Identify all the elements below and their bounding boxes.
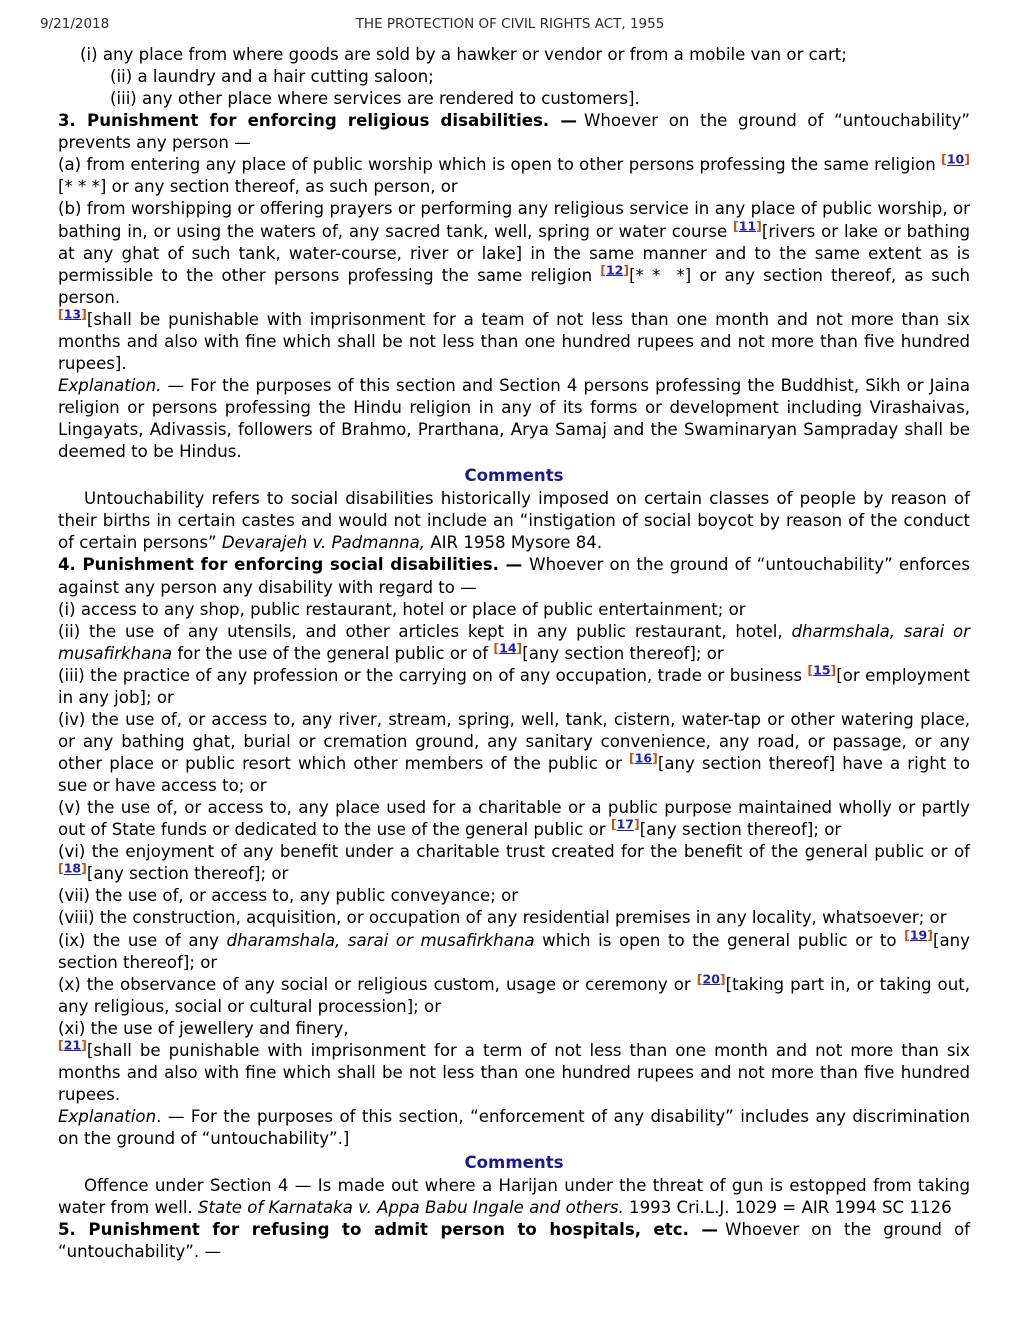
footnote-ref-11[interactable]: [11] xyxy=(733,217,762,233)
section-4-item-viii: (viii) the construction, acquisition, or occupation of any residential premises in any locality, whatsoever; or xyxy=(58,908,947,928)
footnote-ref-16[interactable]: [16] xyxy=(629,750,658,766)
footnote-ref-21-number[interactable]: 21 xyxy=(63,1037,82,1053)
item-v-post: [any section thereof]; or xyxy=(639,820,842,840)
item-ix-pre: (ix) the use of any xyxy=(58,930,219,950)
item-iii-pre: (iii) the practice of any profession or the carrying on of any occupation, trade or business xyxy=(58,665,803,685)
list-item-ii-laundry: (ii) a laundry and a hair cutting saloon; xyxy=(110,67,434,87)
section-5-heading-paragraph xyxy=(58,1219,970,1263)
item-iii-post: [or employment in any job]; or xyxy=(58,665,970,707)
header-title: THE PROTECTION OF CIVIL RIGHTS ACT, 1955 xyxy=(355,16,665,32)
footnote-ref-20[interactable]: [20] xyxy=(696,971,726,987)
footnote-ref-19-number[interactable]: 19 xyxy=(909,926,928,942)
comments-1-pre: Untouchability refers to social disabilities historically imposed on certain classes of people by reason of their births in certain castes and would not include an “instigation of social boycot by reason of the conduct of certain persons” xyxy=(58,489,970,553)
item-ix-post: [any section thereof]; or xyxy=(58,930,970,972)
item-ii-mid: for the use of the general public or of xyxy=(177,643,489,663)
section-4-penalty-text: [shall be punishable with imprisonment for a term of not less than one month and not more than six months and also with fine which shall be not less than one hundred rupees and not more than five hundred rupees. xyxy=(58,1040,970,1104)
section-5-lead: Whoever on the ground of “untouchability”. — xyxy=(58,1220,970,1262)
section-3-title: 3. Punishment for enforcing religious disabilities. — xyxy=(58,111,577,131)
footnote-ref-14[interactable]: [14] xyxy=(493,640,523,656)
item-ii-pre: (ii) the use of any utensils, and other articles kept in any public restaurant, hotel, xyxy=(58,621,783,641)
footnote-ref-21[interactable]: [21] xyxy=(58,1037,87,1053)
footnote-ref-18[interactable]: [18] xyxy=(58,860,87,876)
footnote-ref-12-number[interactable]: 12 xyxy=(605,262,624,278)
comments-1-case-citation: Devarajeh v. Padmanna, xyxy=(221,533,426,553)
section-5-title: 5. Punishment for refusing to admit person to hospitals, etc. — xyxy=(58,1220,719,1240)
section-4-item-vi xyxy=(58,841,970,885)
footnote-ref-10[interactable]: [10] xyxy=(941,151,970,167)
section-4-item-x xyxy=(58,971,970,1018)
section-4-item-ii xyxy=(58,621,970,665)
explanation-text: — For the purposes of this section and Section 4 persons professing the Buddhist, Sikh or Jaina religion or persons professing the Hindu religion in any of its forms or development including Virashaivas, Lingayats, Adivassis, followers of Brahmo, Prarthana, Arya Samaj and the Swaminaryan Sampraday shall be deemed to be Hindus. xyxy=(58,375,970,462)
header-date: 9/21/2018 xyxy=(40,16,110,32)
clause-a-text-post: [* * *] or any section thereof, as such person, or xyxy=(58,177,458,197)
footnote-ref-18-number[interactable]: 18 xyxy=(63,860,82,876)
footnote-ref-16-number[interactable]: 16 xyxy=(634,750,653,766)
section-4-item-iv xyxy=(58,709,970,797)
section-4-item-iii xyxy=(58,662,970,709)
page-header xyxy=(0,16,1020,38)
section-4-heading-paragraph xyxy=(58,554,970,598)
explanation-label-2: Explanation xyxy=(58,1107,157,1126)
item-iv-pre: (iv) the use of, or access to, any river, stream, spring, well, tank, cistern, water-tap or other watering place, or any bathing ghat, burial or cremation ground, any sanitary convenience, any road, or passage, or any other place or public resort which other members of the public or xyxy=(58,709,970,773)
explanation-text-2: . — For the purposes of this section, “enforcement of any disability” includes any discrimination on the ground of “untouchability”.] xyxy=(58,1107,970,1149)
section-4-item-ix xyxy=(58,926,970,974)
item-vi-post: [any section thereof]; or xyxy=(86,864,289,884)
document-body xyxy=(58,44,970,1263)
footnote-ref-10-number[interactable]: 10 xyxy=(946,151,965,167)
comments-2-pre: Offence under Section 4 — Is made out where a Harijan under the threat of gun is estopped from taking water from well. xyxy=(58,1176,970,1218)
item-ii-italic-terms: dharmshala, sarai or musafirkhana xyxy=(58,621,970,663)
item-ix-mid: which is open to the general public or to xyxy=(542,930,897,950)
comments-1-post: AIR 1958 Mysore 84. xyxy=(430,533,603,553)
section-4-item-i: (i) access to any shop, public restaurant, hotel or place of public entertainment; or xyxy=(58,599,746,619)
item-ii-post: [any section thereof]; or xyxy=(522,643,724,663)
section-3-explanation xyxy=(58,375,970,463)
section-4-item-v xyxy=(58,797,970,841)
footnote-ref-17[interactable]: [17] xyxy=(610,816,640,832)
clause-b-text-pre: (b) from worshipping or offering prayers or performing any religious service in any place of public worship, or bathing in, or using the waters of, any sacred tank, well, spring or water course xyxy=(58,199,970,241)
section-4-penalty xyxy=(58,1037,970,1106)
item-ix-italic-terms: dharamshala, sarai or musafirkhana xyxy=(226,930,535,950)
section-3-heading-paragraph xyxy=(58,110,970,154)
footnote-ref-20-number[interactable]: 20 xyxy=(702,971,720,987)
section-4-explanation xyxy=(58,1106,970,1150)
comments-paragraph-2 xyxy=(58,1175,970,1219)
item-x-post: [taking part in, or taking out, any religious, social or cultural procession]; or xyxy=(58,974,970,1016)
footnote-ref-19[interactable]: [19] xyxy=(904,926,933,942)
clause-b-text-mid: [rivers or lake or bathing at any ghat of such tank, water-course, river or lake] in the same manner and to the same extent as is permissible to the other persons professing the same religion xyxy=(58,221,970,285)
comments-heading-1: Comments xyxy=(464,466,564,486)
section-3-clause-a xyxy=(58,151,970,198)
footnote-ref-13-number[interactable]: 13 xyxy=(63,306,82,322)
footnote-ref-15[interactable]: [15] xyxy=(807,662,837,678)
footnote-ref-17-number[interactable]: 17 xyxy=(616,816,634,832)
comments-2-case-citation: State of Karnataka v. Appa Babu Ingale and others. xyxy=(198,1198,624,1218)
item-v-pre: (v) the use of, or access to, any place used for a charitable or a public purpose maintained wholly or partly out of State funds or dedicated to the use of the general public or xyxy=(58,798,970,840)
list-item-i-hawker: (i) any place from where goods are sold by a hawker or vendor or from a mobile van or cart; xyxy=(80,45,847,64)
footnote-ref-12[interactable]: [12] xyxy=(600,262,630,278)
footnote-ref-14-number[interactable]: 14 xyxy=(499,640,517,656)
item-x-pre: (x) the observance of any social or religious custom, usage or ceremony or xyxy=(58,974,691,994)
clause-b-text-post: [* * *] or any section thereof, as such person. xyxy=(58,265,971,307)
item-vi-pre: (vi) the enjoyment of any benefit under a charitable trust created for the benefit of the general public or of xyxy=(58,842,970,862)
section-3-penalty-text: [shall be punishable with imprisonment for a team of not less than one month and not more than six months and also with fine which shall be not less than one hundred rupees and not more than five hundred rupees]. xyxy=(58,309,970,373)
section-3-clause-b xyxy=(58,198,970,308)
explanation-label: Explanation. xyxy=(58,375,162,395)
footnote-ref-13[interactable]: [13] xyxy=(58,306,87,322)
footnote-ref-15-number[interactable]: 15 xyxy=(813,662,831,678)
item-iv-post: [any section thereof] have a right to sue or have access to; or xyxy=(58,754,970,796)
comments-2-post: 1993 Cri.L.J. 1029 = AIR 1994 SC 1126 xyxy=(629,1198,952,1218)
comments-paragraph-1 xyxy=(58,488,970,554)
section-4-title: 4. Punishment for enforcing social disabilities. — xyxy=(58,555,523,575)
list-item-iii-services: (iii) any other place where services are rendered to customers]. xyxy=(110,89,640,109)
comments-heading-2: Comments xyxy=(464,1153,564,1173)
clause-a-text-pre: (a) from entering any place of public worship which is open to other persons professing the same religion xyxy=(58,155,936,175)
section-4-item-vii: (vii) the use of, or access to, any public conveyance; or xyxy=(58,886,519,906)
section-3-lead: Whoever on the ground of “untouchability” prevents any person — xyxy=(58,111,970,153)
section-3-penalty xyxy=(58,306,970,375)
footnote-ref-11-number[interactable]: 11 xyxy=(738,217,757,233)
section-4-lead: Whoever on the ground of “untouchability” enforces against any person any disability with regard to — xyxy=(58,555,971,597)
section-4-item-xi: (xi) the use of jewellery and finery, xyxy=(58,1018,349,1038)
